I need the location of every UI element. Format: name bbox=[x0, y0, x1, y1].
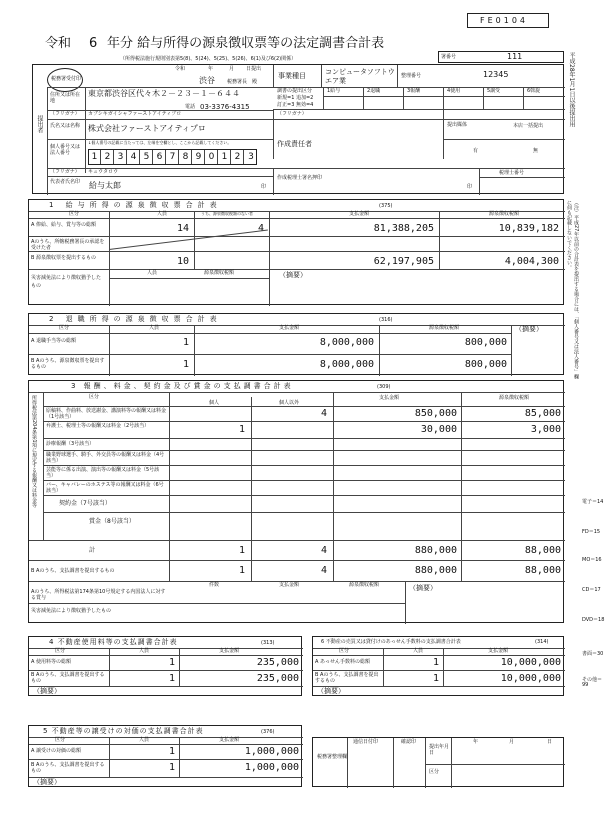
office-col-submit-date: 提出年月日 bbox=[429, 744, 450, 756]
section-6-title: 6 不動産の売買又は貸付けのあっせん手数料の支払調書合計表 bbox=[321, 639, 461, 645]
s3-side-label: 所得税法第204条第1項に規定する報酬又は料金等 bbox=[31, 395, 37, 508]
s3-extra-h-tax: 源泉徴収税額 bbox=[349, 582, 380, 588]
section-2-title: 2 退職所得の源泉徴収票合計表 bbox=[49, 315, 222, 323]
s3-disaster-label: 災害減免法により徴収猶予したもの bbox=[31, 608, 112, 614]
receipt-stamp bbox=[47, 68, 83, 92]
id-digit: 1 bbox=[89, 150, 101, 164]
s3-row-5-label: 芸能等に係る出演、演出等の報酬又は料金（5号該当） bbox=[46, 467, 160, 479]
s3-row-b-label: B Aのうち、支払調書を提出するもの bbox=[31, 568, 115, 574]
s3-remarks: （摘要） bbox=[409, 584, 437, 592]
office-use-box bbox=[312, 737, 564, 787]
s6-row-b-amount[interactable]: 10,000,000 bbox=[500, 673, 561, 684]
section-5-title: 5 不動産等の譲受けの対価の支払調書合計表 bbox=[43, 727, 204, 735]
name-kana-label: （フリガナ） bbox=[50, 111, 80, 117]
s4-row-b-people[interactable]: 1 bbox=[168, 673, 175, 684]
date-month: 月 bbox=[229, 66, 235, 72]
s1-disaster-tax-h: 源泉徴収税額 bbox=[204, 270, 235, 276]
s1-row-b-amount[interactable]: 62,197,905 bbox=[373, 256, 434, 267]
office-suffix: 税務署長 殿 bbox=[227, 79, 258, 85]
s5-h-amount: 支払金額 bbox=[219, 737, 240, 743]
sheet-columns bbox=[323, 87, 565, 109]
address-label: 住所又は所在地 bbox=[50, 92, 81, 104]
s1-row-a-people[interactable]: 14 bbox=[176, 223, 189, 234]
s2-h-kubun: 区分 bbox=[59, 325, 70, 331]
section-4-title: 4 不動産使用料等の支払調書合計表 bbox=[49, 638, 178, 646]
office-col-year: 年 bbox=[473, 739, 479, 745]
s2-row-b-people[interactable]: 1 bbox=[182, 359, 189, 370]
s5-row-a-amount[interactable]: 1,000,000 bbox=[244, 746, 299, 757]
sheet-col-5: 5譲受 bbox=[487, 88, 501, 94]
s3-row-3-label: 診療報酬（3号該当） bbox=[46, 441, 95, 447]
s3-row-2-label: 弁護士、税理士等の報酬又は料金（2号該当） bbox=[46, 423, 150, 429]
office-col-confirm: 確認印 bbox=[401, 739, 417, 745]
s3-h-tax: 源泉徴収税額 bbox=[499, 395, 530, 401]
rep-name[interactable]: 給与太郎 bbox=[89, 181, 121, 190]
s6-h-amount: 支払金額 bbox=[488, 648, 509, 654]
business-type-label: 事業種目 bbox=[278, 72, 306, 80]
s2-h-tax: 源泉徴収税額 bbox=[429, 325, 460, 331]
reg-number-value[interactable]: 12345 bbox=[483, 70, 509, 79]
rep-kana-value[interactable]: キュウタロウ bbox=[88, 169, 118, 175]
s1-row-a-notax[interactable]: 4 bbox=[257, 223, 264, 234]
id-digit: 5 bbox=[141, 150, 153, 164]
side-note-top: 平成28年1月1日以後提出用 bbox=[568, 52, 575, 128]
section-4-code: (313) bbox=[261, 640, 275, 646]
id-digit: 2 bbox=[232, 150, 244, 164]
s2-row-b-tax[interactable]: 800,000 bbox=[464, 359, 507, 370]
media-code-cd: CD＝17 bbox=[582, 587, 601, 593]
s1-row-a-tax[interactable]: 10,839,182 bbox=[498, 223, 559, 234]
s3-b-corp[interactable]: 4 bbox=[320, 565, 327, 576]
s3-row-7-label: 契約金（7号該当） bbox=[59, 500, 111, 507]
reg-number-label: 整理番号 bbox=[401, 73, 422, 79]
s3-row-1-amount[interactable]: 850,000 bbox=[414, 408, 457, 419]
media-label: 提出媒体 bbox=[447, 122, 468, 128]
section-3-title: 3 報酬、料金、契約金及び賞金の支払調書合計表 bbox=[71, 382, 294, 390]
tax-agent-no-label: 税理士番号 bbox=[499, 170, 525, 176]
s3-b-tax[interactable]: 88,000 bbox=[524, 565, 561, 576]
section-6 bbox=[312, 636, 564, 696]
name-kana-value[interactable]: カブシキガイシャファーストアイティプロ bbox=[88, 111, 182, 117]
s3-row-2-amount[interactable]: 30,000 bbox=[420, 424, 457, 435]
s1-h-people: 人員 bbox=[157, 211, 168, 217]
name-label: 氏名又は名称 bbox=[50, 123, 81, 129]
s5-remarks: （摘要） bbox=[33, 778, 61, 786]
s1-h-kubun: 区分 bbox=[69, 211, 80, 217]
section-1 bbox=[28, 199, 564, 305]
title-rest: 年分 給与所得の源泉徴収票等の法定調書合計表 bbox=[107, 36, 385, 51]
s3-b-amount[interactable]: 880,000 bbox=[414, 565, 457, 576]
s3-total-corp[interactable]: 4 bbox=[320, 545, 327, 556]
phone-label: 電話 bbox=[185, 104, 196, 110]
serial-value[interactable]: 111 bbox=[507, 52, 523, 61]
s1-remarks: （摘要） bbox=[279, 271, 307, 279]
s6-row-b-people[interactable]: 1 bbox=[432, 673, 439, 684]
s3-row-1-corp[interactable]: 4 bbox=[320, 408, 327, 419]
s5-row-a-people[interactable]: 1 bbox=[168, 746, 175, 757]
date-era: 令和 bbox=[175, 66, 186, 72]
id-digit: 4 bbox=[128, 150, 140, 164]
submission-label: 調書の提出区分 bbox=[277, 88, 313, 94]
s4-row-a-people[interactable]: 1 bbox=[168, 657, 175, 668]
s1-row-a-label: A 俸給、給与、賞与等の総額 bbox=[31, 222, 97, 228]
section-2-code: (316) bbox=[379, 317, 393, 323]
media-code-electronic: 電子＝14 bbox=[582, 499, 604, 505]
s3-total-ind[interactable]: 1 bbox=[238, 545, 245, 556]
s2-row-a-tax[interactable]: 800,000 bbox=[464, 337, 507, 348]
submitter-side-label: 提出者 bbox=[36, 115, 43, 133]
s5-row-a-label: A 譲受けの対価の総額 bbox=[31, 748, 82, 754]
id-digit: 2 bbox=[102, 150, 114, 164]
id-label: 個人番号又は法人番号 bbox=[50, 144, 81, 156]
s6-h-kubun: 区分 bbox=[339, 648, 350, 654]
sheet-col-6: 6斡旋 bbox=[527, 88, 541, 94]
s3-row-2-ind[interactable]: 1 bbox=[238, 424, 245, 435]
office-col-day: 日 bbox=[547, 739, 553, 745]
media-code-fd: FD＝15 bbox=[582, 529, 601, 535]
s1-h-tax: 源泉徴収税額 bbox=[489, 211, 520, 217]
s3-total-amount[interactable]: 880,000 bbox=[414, 545, 457, 556]
creator-kana-label: （フリガナ） bbox=[277, 111, 307, 117]
section-6-code: (314) bbox=[535, 639, 549, 645]
section-3 bbox=[28, 380, 564, 623]
office-use-label: 税務署整理欄 bbox=[317, 754, 348, 760]
s3-row-2-tax[interactable]: 3,000 bbox=[530, 424, 561, 435]
s2-row-a-people[interactable]: 1 bbox=[182, 337, 189, 348]
submission-fix: 訂正=3 無効=4 bbox=[277, 102, 314, 108]
media-code-mo: MO＝16 bbox=[582, 557, 602, 563]
s3-extra-label: Aのうち、所得税法第174条第10号規定する内国法人に対する賞与 bbox=[31, 589, 166, 601]
s6-row-a-amount[interactable]: 10,000,000 bbox=[500, 657, 561, 668]
date-day: 日提出 bbox=[246, 66, 262, 72]
s3-row-4-label: 職業野球選手、騎手、外交員等の報酬又は料金（4号該当） bbox=[46, 452, 165, 464]
s2-row-a-label: A 退職手当等の総額 bbox=[31, 338, 77, 344]
s1-h-amount: 支払金額 bbox=[349, 211, 370, 217]
s3-extra-h-amount: 支払金額 bbox=[279, 582, 300, 588]
sheet-col-4: 4使用 bbox=[447, 88, 461, 94]
sheet-col-3: 3報酬 bbox=[407, 88, 421, 94]
s2-h-amount: 支払金額 bbox=[279, 325, 300, 331]
section-4 bbox=[28, 636, 302, 696]
section-3-code: (309) bbox=[377, 384, 391, 390]
s2-remarks: （摘要） bbox=[515, 325, 543, 333]
title-year: 6 bbox=[89, 36, 98, 51]
sheet-col-2: 2退職 bbox=[367, 88, 381, 94]
rep-seal: 印 bbox=[261, 184, 267, 190]
id-digit: 8 bbox=[180, 150, 192, 164]
s4-h-kubun: 区分 bbox=[55, 648, 66, 654]
submitter-block bbox=[32, 64, 564, 194]
s3-h-kubun: 区分 bbox=[89, 394, 100, 400]
s6-remarks: （摘要） bbox=[317, 687, 345, 695]
office-col-kubun: 区分 bbox=[429, 769, 440, 775]
s1-h-notax: うち、源泉徴収税額のない者 bbox=[201, 211, 253, 216]
s6-row-a-people[interactable]: 1 bbox=[432, 657, 439, 668]
section-5-code: (376) bbox=[261, 729, 275, 735]
media-code-other: その他＝99 bbox=[582, 677, 603, 688]
id-digit: 0 bbox=[206, 150, 218, 164]
s1-row-b-label: B 源泉徴収票を提出するもの bbox=[31, 255, 97, 261]
s3-row-total-label: 計 bbox=[89, 547, 96, 554]
business-type-value[interactable]: コンピュータソフトウエア業 bbox=[325, 68, 395, 85]
s5-row-b-people[interactable]: 1 bbox=[168, 762, 175, 773]
media-code-dvd: DVD＝18 bbox=[582, 617, 605, 623]
id-number-field[interactable] bbox=[88, 149, 257, 165]
s4-remarks: （摘要） bbox=[33, 687, 61, 695]
date-year: 年 bbox=[208, 66, 214, 72]
s3-row-1-tax[interactable]: 85,000 bbox=[524, 408, 561, 419]
s3-h-ind: 個人 bbox=[209, 400, 220, 406]
name-value[interactable]: 株式会社ファーストアイティプロ bbox=[88, 124, 206, 133]
s5-h-people: 人員 bbox=[139, 737, 150, 743]
section-1-title: 1 給与所得の源泉徴収票合計表 bbox=[49, 201, 222, 209]
id-note: ↓個人番号の記載に当たっては、左端を空欄とし、ここから記載してください。 bbox=[88, 140, 232, 145]
form-code: FE0104 bbox=[480, 16, 529, 25]
sheet-col-1: 1給与 bbox=[327, 88, 341, 94]
serial-label: 署番号 bbox=[441, 54, 457, 60]
creator-label: 作成責任者 bbox=[277, 140, 312, 148]
s5-h-kubun: 区分 bbox=[55, 737, 66, 743]
s4-row-a-amount[interactable]: 235,000 bbox=[256, 657, 299, 668]
s1-row-b-people[interactable]: 10 bbox=[176, 256, 189, 267]
s4-row-a-label: A 使用料等の総額 bbox=[31, 659, 72, 665]
tax-agent-label: 作成税理士署名押印 bbox=[277, 175, 323, 181]
s4-row-b-amount[interactable]: 235,000 bbox=[256, 673, 299, 684]
s6-h-people: 人員 bbox=[413, 648, 424, 654]
s3-row-1-label: 原稿料、作曲料、放送謝金、講演料等の報酬又は料金（1号該当） bbox=[46, 408, 167, 420]
address-value[interactable]: 東京都渋谷区代々木２－２３－１－６４４ bbox=[88, 89, 240, 98]
stamp-label: 税務署受付印 bbox=[51, 76, 82, 82]
side-note-left: （注）平成27年以前の合計表を提出する場合には、「個人番号又は法人番号」欄に何も記載しないでください。 bbox=[566, 200, 579, 379]
branch-label: 本店一括提出 bbox=[513, 123, 544, 129]
title-era: 令和 bbox=[45, 36, 72, 51]
s4-h-people: 人員 bbox=[139, 648, 150, 654]
s3-b-ind[interactable]: 1 bbox=[238, 565, 245, 576]
s5-row-b-amount[interactable]: 1,000,000 bbox=[244, 762, 299, 773]
s2-row-b-amount[interactable]: 8,000,000 bbox=[319, 359, 374, 370]
s3-total-tax[interactable]: 88,000 bbox=[524, 545, 561, 556]
s3-row-8-label: 賞金（8号該当） bbox=[89, 518, 135, 525]
id-digit: 9 bbox=[193, 150, 205, 164]
s1-row-b-tax[interactable]: 4,004,300 bbox=[504, 256, 559, 267]
serial-box bbox=[438, 51, 564, 63]
id-digit: 1 bbox=[219, 150, 231, 164]
s1-row-a-amount[interactable]: 81,388,205 bbox=[373, 223, 434, 234]
page-title bbox=[45, 37, 465, 53]
s1-disaster-people-h: 人員 bbox=[147, 270, 158, 276]
s4-h-amount: 支払金額 bbox=[219, 648, 240, 654]
rep-label: 代表者氏名印 bbox=[50, 179, 81, 185]
s6-row-b-label: B Aのうち、支払調書を提出するもの bbox=[315, 672, 379, 684]
s3-h-corp: 個人以外 bbox=[279, 400, 300, 406]
s3-row-6-label: バー、キャバレーのホステス等の報酬又は料金（6号該当） bbox=[46, 482, 164, 494]
submission-new: 新規=1 追加=2 bbox=[277, 95, 314, 101]
id-digit: 3 bbox=[115, 150, 127, 164]
office-col-month: 月 bbox=[509, 739, 515, 745]
media-no: 無 bbox=[533, 148, 539, 154]
section-2 bbox=[28, 313, 564, 375]
media-code-paper: 書面＝30 bbox=[582, 651, 604, 657]
s2-h-people: 人員 bbox=[149, 325, 160, 331]
s1-row-disaster-label: 災害減免法により徴収猶予したもの bbox=[31, 275, 102, 289]
s2-row-a-amount[interactable]: 8,000,000 bbox=[319, 337, 374, 348]
section-1-code: (375) bbox=[379, 203, 393, 209]
office-col-date-stamp: 通信日付印 bbox=[353, 739, 379, 745]
office-name[interactable]: 渋谷 bbox=[199, 76, 215, 85]
id-digit: 7 bbox=[167, 150, 179, 164]
s3-extra-h-count: 件数 bbox=[209, 582, 220, 588]
id-digit: 3 bbox=[248, 152, 254, 162]
media-yes: 有 bbox=[473, 148, 479, 154]
s4-row-b-label: B Aのうち、支払調書を提出するもの bbox=[31, 672, 105, 684]
s1-row-approve-label: Aのうち、所轄税務署長の承認を受けた者 bbox=[31, 239, 105, 251]
phone-value[interactable]: 03-3376-4315 bbox=[200, 103, 250, 111]
s2-row-b-label: B Aのうち、源泉徴収票を提出するもの bbox=[31, 358, 105, 370]
law-note: （所得税法施行規則別表第5(8)、5(24)、5(25)、5(26)、6(1)及び6(2)関係） bbox=[120, 56, 297, 62]
s5-row-b-label: B Aのうち、支払調書を提出するもの bbox=[31, 762, 105, 774]
s6-row-a-label: A あっせん手数料の総額 bbox=[315, 659, 370, 665]
id-digit: 6 bbox=[154, 150, 166, 164]
s3-h-amount: 支払金額 bbox=[379, 395, 400, 401]
form-code-box bbox=[467, 13, 549, 28]
rep-kana-label: （フリガナ） bbox=[50, 169, 80, 175]
tax-agent-seal: 印 bbox=[467, 184, 473, 190]
section-5 bbox=[28, 725, 302, 787]
